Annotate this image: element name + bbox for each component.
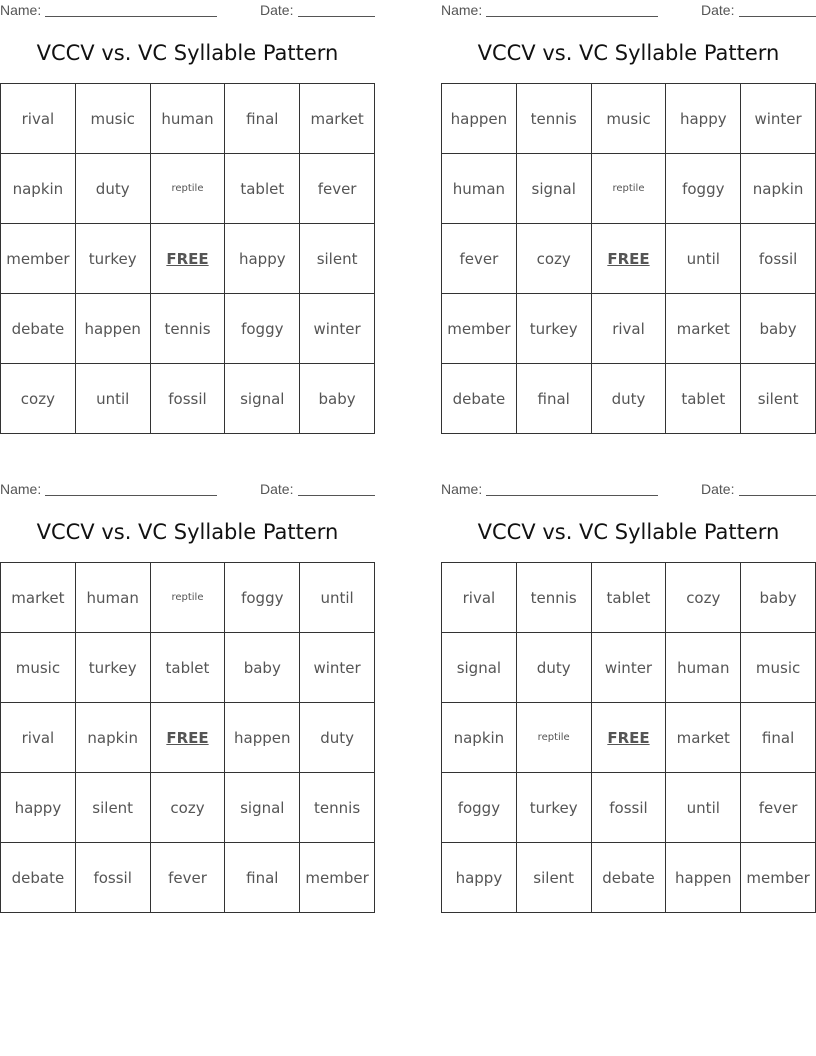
bingo-row — [1, 843, 375, 913]
bingo-cell: silent — [741, 364, 816, 434]
bingo-cell: market — [1, 563, 76, 633]
bingo-cell: foggy — [666, 154, 741, 224]
bingo-card — [0, 0, 375, 440]
bingo-cell: market — [666, 294, 741, 364]
date-blank-line — [298, 16, 375, 17]
name-blank-line — [45, 495, 217, 496]
bingo-grid — [0, 83, 375, 434]
bingo-cell: baby — [225, 633, 300, 703]
bingo-cell: winter — [300, 294, 375, 364]
bingo-cell: turkey — [75, 633, 150, 703]
bingo-row — [1, 364, 375, 434]
bingo-row — [442, 364, 816, 434]
bingo-cell: reptile — [150, 154, 225, 224]
bingo-card — [0, 479, 375, 919]
bingo-cell: tennis — [516, 84, 591, 154]
bingo-cell: napkin — [442, 703, 517, 773]
bingo-cell: happen — [442, 84, 517, 154]
bingo-cell: rival — [591, 294, 666, 364]
bingo-row — [442, 703, 816, 773]
bingo-row — [1, 773, 375, 843]
date-blank-line — [298, 495, 375, 496]
bingo-card — [441, 479, 816, 919]
bingo-cell: tennis — [150, 294, 225, 364]
bingo-cell: member — [300, 843, 375, 913]
bingo-cell: happen — [666, 843, 741, 913]
bingo-cell: tablet — [225, 154, 300, 224]
card-header — [0, 481, 375, 499]
date-label: Date: — [260, 481, 294, 497]
card-title: VCCV vs. VC Syllable Pattern — [36, 41, 339, 65]
bingo-cell: silent — [516, 843, 591, 913]
bingo-row — [1, 294, 375, 364]
bingo-cell: baby — [741, 294, 816, 364]
bingo-row — [1, 703, 375, 773]
bingo-cell: duty — [516, 633, 591, 703]
bingo-cell: happen — [225, 703, 300, 773]
bingo-cell: fever — [150, 843, 225, 913]
bingo-cell: until — [75, 364, 150, 434]
date-blank-line — [739, 16, 816, 17]
name-blank-line — [45, 16, 217, 17]
bingo-cell: happy — [225, 224, 300, 294]
bingo-cell: market — [666, 703, 741, 773]
bingo-cell: human — [666, 633, 741, 703]
bingo-cell: foggy — [225, 563, 300, 633]
name-blank-line — [486, 495, 658, 496]
bingo-cell: happy — [442, 843, 517, 913]
bingo-row — [1, 224, 375, 294]
bingo-cell: fossil — [591, 773, 666, 843]
card-header — [441, 2, 816, 20]
bingo-cell: final — [225, 84, 300, 154]
free-space-cell: FREE — [591, 703, 666, 773]
bingo-cell: napkin — [741, 154, 816, 224]
bingo-grid — [441, 83, 816, 434]
bingo-cell: happen — [75, 294, 150, 364]
bingo-cell: reptile — [150, 563, 225, 633]
bingo-cell: tennis — [300, 773, 375, 843]
bingo-row — [442, 563, 816, 633]
bingo-cell: music — [741, 633, 816, 703]
bingo-cell: fever — [442, 224, 517, 294]
bingo-cell: duty — [591, 364, 666, 434]
bingo-cell: music — [75, 84, 150, 154]
bingo-cell: silent — [75, 773, 150, 843]
bingo-cell: happy — [1, 773, 76, 843]
bingo-cell: cozy — [666, 563, 741, 633]
card-title: VCCV vs. VC Syllable Pattern — [36, 520, 339, 544]
bingo-cell: cozy — [516, 224, 591, 294]
bingo-cell: foggy — [225, 294, 300, 364]
bingo-cell: duty — [75, 154, 150, 224]
bingo-grid — [441, 562, 816, 913]
bingo-grid — [0, 562, 375, 913]
bingo-cell: fossil — [150, 364, 225, 434]
name-label: Name: — [0, 481, 42, 497]
bingo-row — [442, 633, 816, 703]
bingo-cell: turkey — [516, 773, 591, 843]
bingo-cell: signal — [516, 154, 591, 224]
bingo-cell: debate — [591, 843, 666, 913]
bingo-cell: signal — [225, 364, 300, 434]
bingo-cell: tennis — [516, 563, 591, 633]
bingo-cell: winter — [741, 84, 816, 154]
bingo-row — [442, 294, 816, 364]
date-label: Date: — [701, 481, 735, 497]
bingo-row — [1, 563, 375, 633]
date-blank-line — [739, 495, 816, 496]
bingo-cell: napkin — [1, 154, 76, 224]
bingo-cell: human — [442, 154, 517, 224]
bingo-cell: happy — [666, 84, 741, 154]
bingo-cell: until — [666, 773, 741, 843]
bingo-cell: member — [442, 294, 517, 364]
card-header — [0, 2, 375, 20]
bingo-cell: final — [225, 843, 300, 913]
name-label: Name: — [441, 481, 483, 497]
free-space-cell: FREE — [150, 703, 225, 773]
bingo-cell: winter — [591, 633, 666, 703]
bingo-cell: duty — [300, 703, 375, 773]
bingo-cell: signal — [442, 633, 517, 703]
card-title: VCCV vs. VC Syllable Pattern — [477, 520, 780, 544]
name-blank-line — [486, 16, 658, 17]
bingo-row — [442, 773, 816, 843]
bingo-row — [442, 224, 816, 294]
bingo-cell: until — [666, 224, 741, 294]
bingo-cell: music — [1, 633, 76, 703]
card-title: VCCV vs. VC Syllable Pattern — [477, 41, 780, 65]
bingo-cell: tablet — [591, 563, 666, 633]
bingo-cell: fever — [300, 154, 375, 224]
bingo-cell: market — [300, 84, 375, 154]
bingo-row — [442, 843, 816, 913]
bingo-cell: winter — [300, 633, 375, 703]
name-label: Name: — [441, 2, 483, 18]
card-header — [441, 481, 816, 499]
free-space-cell: FREE — [150, 224, 225, 294]
bingo-cell: fever — [741, 773, 816, 843]
free-space-cell: FREE — [591, 224, 666, 294]
bingo-cell: fossil — [741, 224, 816, 294]
bingo-cell: rival — [1, 703, 76, 773]
bingo-cell: debate — [442, 364, 517, 434]
bingo-cell: member — [741, 843, 816, 913]
bingo-cell: until — [300, 563, 375, 633]
bingo-cell: debate — [1, 294, 76, 364]
bingo-cell: debate — [1, 843, 76, 913]
bingo-cell: rival — [1, 84, 76, 154]
name-label: Name: — [0, 2, 42, 18]
bingo-cell: napkin — [75, 703, 150, 773]
bingo-cell: cozy — [150, 773, 225, 843]
bingo-cell: fossil — [75, 843, 150, 913]
bingo-row — [1, 633, 375, 703]
date-label: Date: — [260, 2, 294, 18]
bingo-cell: tablet — [666, 364, 741, 434]
bingo-row — [442, 84, 816, 154]
bingo-cell: foggy — [442, 773, 517, 843]
bingo-cell: member — [1, 224, 76, 294]
bingo-cell: silent — [300, 224, 375, 294]
bingo-cell: turkey — [516, 294, 591, 364]
bingo-row — [1, 84, 375, 154]
date-label: Date: — [701, 2, 735, 18]
bingo-row — [442, 154, 816, 224]
bingo-cell: music — [591, 84, 666, 154]
bingo-cell: baby — [741, 563, 816, 633]
bingo-cell: final — [741, 703, 816, 773]
bingo-row — [1, 154, 375, 224]
bingo-cell: tablet — [150, 633, 225, 703]
bingo-cell: reptile — [591, 154, 666, 224]
bingo-cell: reptile — [516, 703, 591, 773]
bingo-card — [441, 0, 816, 440]
bingo-cell: signal — [225, 773, 300, 843]
bingo-cell: human — [150, 84, 225, 154]
bingo-cell: turkey — [75, 224, 150, 294]
bingo-cell: cozy — [1, 364, 76, 434]
bingo-cell: final — [516, 364, 591, 434]
bingo-cell: rival — [442, 563, 517, 633]
bingo-cell: baby — [300, 364, 375, 434]
bingo-cell: human — [75, 563, 150, 633]
